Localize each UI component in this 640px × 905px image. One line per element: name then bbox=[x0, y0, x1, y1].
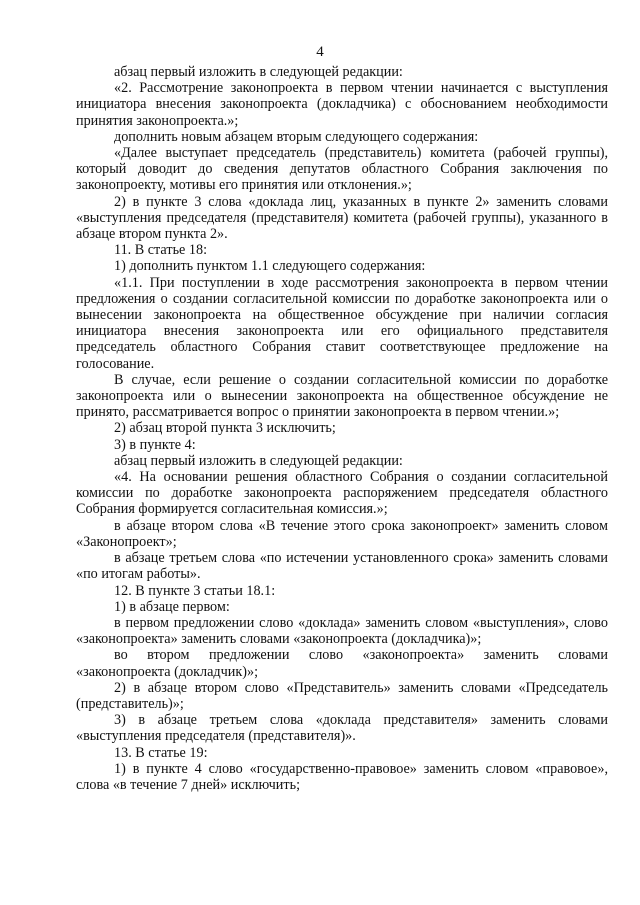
paragraph: 12. В пункте 3 статьи 18.1: bbox=[114, 582, 276, 599]
paragraph: 3) в пункте 4: bbox=[114, 436, 196, 453]
document-body bbox=[76, 64, 608, 793]
paragraph: 13. В статье 19: bbox=[114, 744, 208, 761]
paragraph: в первом предложении слово «доклада» заменить словом «выступления», слово «законопроекта» заменить словами «законопроекта (докладчика)»; bbox=[76, 614, 608, 648]
page-number: 4 bbox=[316, 44, 324, 60]
paragraph: абзац первый изложить в следующей редакции: bbox=[114, 452, 403, 469]
paragraph: 2) в абзаце втором слово «Представитель» заменить словами «Председатель (представитель)»; bbox=[76, 679, 608, 712]
paragraph: «1.1. При поступлении в ходе рассмотрения законопроекта в первом чтении предложения о создании согласительной комиссии по доработке законопроекта или о вынесении законопроекта на общественное обсуждение при наличии согласия инициатора внесения законопроекта или его официального представителя председатель областного Собрания ставит соответствующее предложение на голосование. bbox=[76, 274, 608, 372]
paragraph: 1) в пункте 4 слово «государственно-правовое» заменить словом «правовое», слова «в течение 7 дней» исключить; bbox=[76, 760, 608, 793]
paragraph: 1) дополнить пунктом 1.1 следующего содержания: bbox=[114, 258, 426, 275]
paragraph: 11. В статье 18: bbox=[114, 242, 208, 259]
paragraph: 2) абзац второй пункта 3 исключить; bbox=[114, 420, 336, 437]
paragraph: во втором предложении слово «законопроекта» заменить словами «законопроекта (докладчик)»; bbox=[76, 647, 608, 680]
paragraph: «Далее выступает председатель (представитель) комитета (рабочей группы), который доводит до сведения депутатов областного Собрания заключения по законопроекту, мотивы его принятия или отклонения.»; bbox=[76, 145, 608, 194]
paragraph: дополнить новым абзацем вторым следующего содержания: bbox=[114, 128, 479, 145]
paragraph: В случае, если решение о создании согласительной комиссии по доработке законопроекта или о вынесении законопроекта на общественное обсуждение не принято, рассматривается вопрос о принятии законопроекта в первом чтении.»; bbox=[76, 371, 608, 421]
paragraph: «2. Рассмотрение законопроекта в первом чтении начинается с выступления инициатора внесения законопроекта (докладчика) с обоснованием необходимости принятия законопроекта.»; bbox=[76, 80, 608, 129]
paragraph: абзац первый изложить в следующей редакции: bbox=[114, 64, 403, 80]
paragraph: в абзаце третьем слова «по истечении установленного срока» заменить словами «по итогам работы». bbox=[76, 550, 608, 583]
paragraph: 3) в абзаце третьем слова «доклада представителя» заменить словами «выступления председателя (представителя)». bbox=[76, 712, 608, 745]
paragraph: 2) в пункте 3 слова «доклада лиц, указанных в пункте 2» заменить словами «выступления председателя (представителя) комитета (рабочей группы), указанного в абзаце втором пункта 2». bbox=[76, 193, 608, 243]
paragraph: «4. На основании решения областного Собрания о создании согласительной комиссии по доработке законопроекта распоряжением председателя областного Собрания формируется согласительная комиссия.»; bbox=[76, 469, 608, 518]
paragraph: в абзаце втором слова «В течение этого срока законопроект» заменить словом «Законопроект»; bbox=[76, 517, 608, 550]
paragraph: 1) в абзаце первом: bbox=[114, 598, 230, 615]
